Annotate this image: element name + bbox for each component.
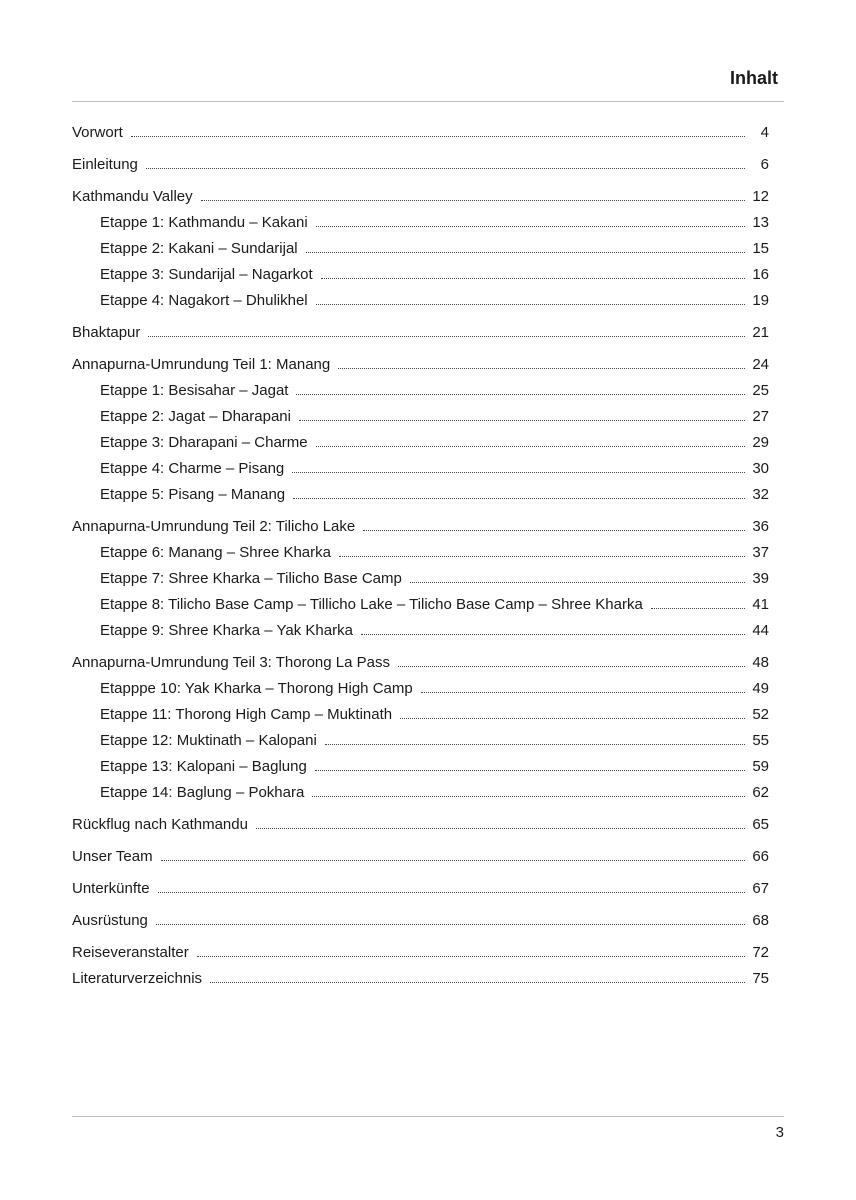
toc-entry-title: Etappe 1: Kathmandu – Kakani xyxy=(100,214,308,231)
toc-entry-title: Etappe 2: Jagat – Dharapani xyxy=(100,408,291,425)
toc-entry-page: 29 xyxy=(752,434,769,451)
toc-dot-leader xyxy=(148,336,745,337)
toc-entry-title: Bhaktapur xyxy=(72,324,141,341)
toc-entry-title: Etappe 8: Tilicho Base Camp – Tillicho Lake – Tilicho Base Camp – Shree Kharka xyxy=(100,596,643,613)
toc-entry-title: Etappe 14: Baglung – Pokhara xyxy=(100,784,305,801)
toc-dot-leader xyxy=(293,498,745,499)
toc-entry-title: Etappe 4: Nagakort – Dhulikhel xyxy=(100,292,308,309)
toc-dot-leader xyxy=(363,530,745,531)
toc-entry-title: Etappe 1: Besisahar – Jagat xyxy=(100,382,289,399)
toc-dot-leader xyxy=(315,770,745,771)
toc-entry[interactable] xyxy=(72,378,769,404)
toc-entry-title: Kathmandu Valley xyxy=(72,188,193,205)
toc-dot-leader xyxy=(197,956,745,957)
toc-entry[interactable] xyxy=(72,844,769,870)
toc-entry[interactable] xyxy=(72,676,769,702)
toc-entry-page: 36 xyxy=(752,518,769,535)
toc-dot-leader xyxy=(321,278,745,279)
toc-entry[interactable] xyxy=(72,540,769,566)
toc-entry[interactable] xyxy=(72,236,769,262)
toc-entry-title: Rückflug nach Kathmandu xyxy=(72,816,248,833)
toc-entry-page: 41 xyxy=(752,596,769,613)
toc-entry-page: 27 xyxy=(752,408,769,425)
toc-entry-page: 30 xyxy=(752,460,769,477)
toc-entry-page: 4 xyxy=(760,124,769,141)
toc-entry-title: Ausrüstung xyxy=(72,912,148,929)
toc-entry-title: Etappe 7: Shree Kharka – Tilicho Base Camp xyxy=(100,570,402,587)
toc-dot-leader xyxy=(146,168,745,169)
toc-dot-leader xyxy=(339,556,745,557)
toc-entry-page: 62 xyxy=(752,784,769,801)
toc-entry-title: Annapurna-Umrundung Teil 3: Thorong La Pass xyxy=(72,654,390,671)
toc-entry-page: 66 xyxy=(752,848,769,865)
toc-dot-leader xyxy=(400,718,745,719)
toc-entry[interactable] xyxy=(72,262,769,288)
toc-entry[interactable] xyxy=(72,592,769,618)
toc-entry-title: Annapurna-Umrundung Teil 2: Tilicho Lake xyxy=(72,518,356,535)
toc-entry[interactable] xyxy=(72,482,769,508)
toc-dot-leader xyxy=(210,982,745,983)
toc-entry-page: 32 xyxy=(752,486,769,503)
toc-entry-page: 15 xyxy=(752,240,769,257)
toc-entry-title: Etappe 3: Sundarijal – Nagarkot xyxy=(100,266,313,283)
toc-entry-page: 75 xyxy=(752,970,769,987)
toc-entry-page: 12 xyxy=(752,188,769,205)
toc-entry-page: 59 xyxy=(752,758,769,775)
toc-entry-title: Unterkünfte xyxy=(72,880,150,897)
toc-dot-leader xyxy=(338,368,745,369)
toc-entry-title: Literaturverzeichnis xyxy=(72,970,203,987)
toc-entry-page: 25 xyxy=(752,382,769,399)
table-of-contents xyxy=(72,120,769,992)
toc-entry-page: 49 xyxy=(752,680,769,697)
toc-entry-title: Etappe 2: Kakani – Sundarijal xyxy=(100,240,298,257)
toc-entry-title: Etappe 3: Dharapani – Charme xyxy=(100,434,308,451)
toc-entry-title: Reiseveranstalter xyxy=(72,944,189,961)
toc-entry[interactable] xyxy=(72,430,769,456)
toc-entry[interactable] xyxy=(72,754,769,780)
toc-dot-leader xyxy=(410,582,745,583)
toc-entry-title: Einleitung xyxy=(72,156,138,173)
toc-dot-leader xyxy=(316,226,745,227)
toc-entry[interactable] xyxy=(72,702,769,728)
toc-entry-page: 55 xyxy=(752,732,769,749)
toc-entry-title: Etappe 4: Charme – Pisang xyxy=(100,460,285,477)
toc-entry-page: 19 xyxy=(752,292,769,309)
toc-entry[interactable] xyxy=(72,812,769,838)
page-title: Inhalt xyxy=(730,68,778,88)
toc-entry-page: 24 xyxy=(752,356,769,373)
toc-entry-title: Etappe 9: Shree Kharka – Yak Kharka xyxy=(100,622,353,639)
toc-entry-page: 39 xyxy=(752,570,769,587)
toc-entry-page: 21 xyxy=(752,324,769,341)
toc-entry[interactable] xyxy=(72,566,769,592)
toc-dot-leader xyxy=(256,828,745,829)
toc-entry[interactable] xyxy=(72,618,769,644)
toc-dot-leader xyxy=(292,472,745,473)
toc-entry[interactable] xyxy=(72,908,769,934)
toc-entry-title: Unser Team xyxy=(72,848,153,865)
toc-entry-page: 48 xyxy=(752,654,769,671)
toc-entry-title: Etappe 6: Manang – Shree Kharka xyxy=(100,544,331,561)
toc-entry-title: Annapurna-Umrundung Teil 1: Manang xyxy=(72,356,331,373)
toc-entry[interactable] xyxy=(72,966,769,992)
toc-entry[interactable] xyxy=(72,120,769,146)
toc-entry-page: 72 xyxy=(752,944,769,961)
toc-entry-page: 37 xyxy=(752,544,769,561)
toc-entry[interactable] xyxy=(72,456,769,482)
toc-dot-leader xyxy=(299,420,745,421)
toc-entry[interactable] xyxy=(72,210,769,236)
toc-dot-leader xyxy=(316,304,745,305)
toc-dot-leader xyxy=(131,136,745,137)
toc-entry-title: Etappe 11: Thorong High Camp – Muktinath xyxy=(100,706,393,723)
toc-entry[interactable] xyxy=(72,184,769,210)
toc-dot-leader xyxy=(296,394,745,395)
toc-entry[interactable] xyxy=(72,876,769,902)
toc-entry-page: 44 xyxy=(752,622,769,639)
toc-dot-leader xyxy=(325,744,745,745)
toc-dot-leader xyxy=(201,200,745,201)
toc-dot-leader xyxy=(316,446,745,447)
toc-dot-leader xyxy=(312,796,745,797)
toc-dot-leader xyxy=(306,252,745,253)
toc-dot-leader xyxy=(421,692,745,693)
toc-entry-page: 13 xyxy=(752,214,769,231)
header-divider xyxy=(72,101,784,102)
toc-entry-page: 65 xyxy=(752,816,769,833)
toc-entry[interactable] xyxy=(72,152,769,178)
toc-dot-leader xyxy=(158,892,745,893)
toc-dot-leader xyxy=(361,634,745,635)
page-number: 3 xyxy=(775,1124,784,1141)
toc-entry-title: Etappe 13: Kalopani – Baglung xyxy=(100,758,307,775)
toc-entry-page: 67 xyxy=(752,880,769,897)
toc-entry[interactable] xyxy=(72,780,769,806)
toc-entry[interactable] xyxy=(72,728,769,754)
toc-entry[interactable] xyxy=(72,940,769,966)
toc-entry-title: Vorwort xyxy=(72,124,123,141)
toc-entry-page: 16 xyxy=(752,266,769,283)
toc-entry[interactable] xyxy=(72,288,769,314)
toc-entry[interactable] xyxy=(72,404,769,430)
toc-entry-title: Etappe 5: Pisang – Manang xyxy=(100,486,286,503)
toc-entry-title: Etapppe 10: Yak Kharka – Thorong High Camp xyxy=(100,680,413,697)
toc-dot-leader xyxy=(398,666,745,667)
toc-entry[interactable] xyxy=(72,320,769,346)
toc-dot-leader xyxy=(156,924,745,925)
toc-entry[interactable] xyxy=(72,514,769,540)
toc-entry-page: 52 xyxy=(752,706,769,723)
toc-dot-leader xyxy=(651,608,745,609)
footer-divider xyxy=(72,1116,784,1117)
toc-entry[interactable] xyxy=(72,650,769,676)
toc-entry-title: Etappe 12: Muktinath – Kalopani xyxy=(100,732,317,749)
toc-dot-leader xyxy=(161,860,745,861)
toc-entry-page: 6 xyxy=(760,156,769,173)
toc-entry[interactable] xyxy=(72,352,769,378)
toc-entry-page: 68 xyxy=(752,912,769,929)
